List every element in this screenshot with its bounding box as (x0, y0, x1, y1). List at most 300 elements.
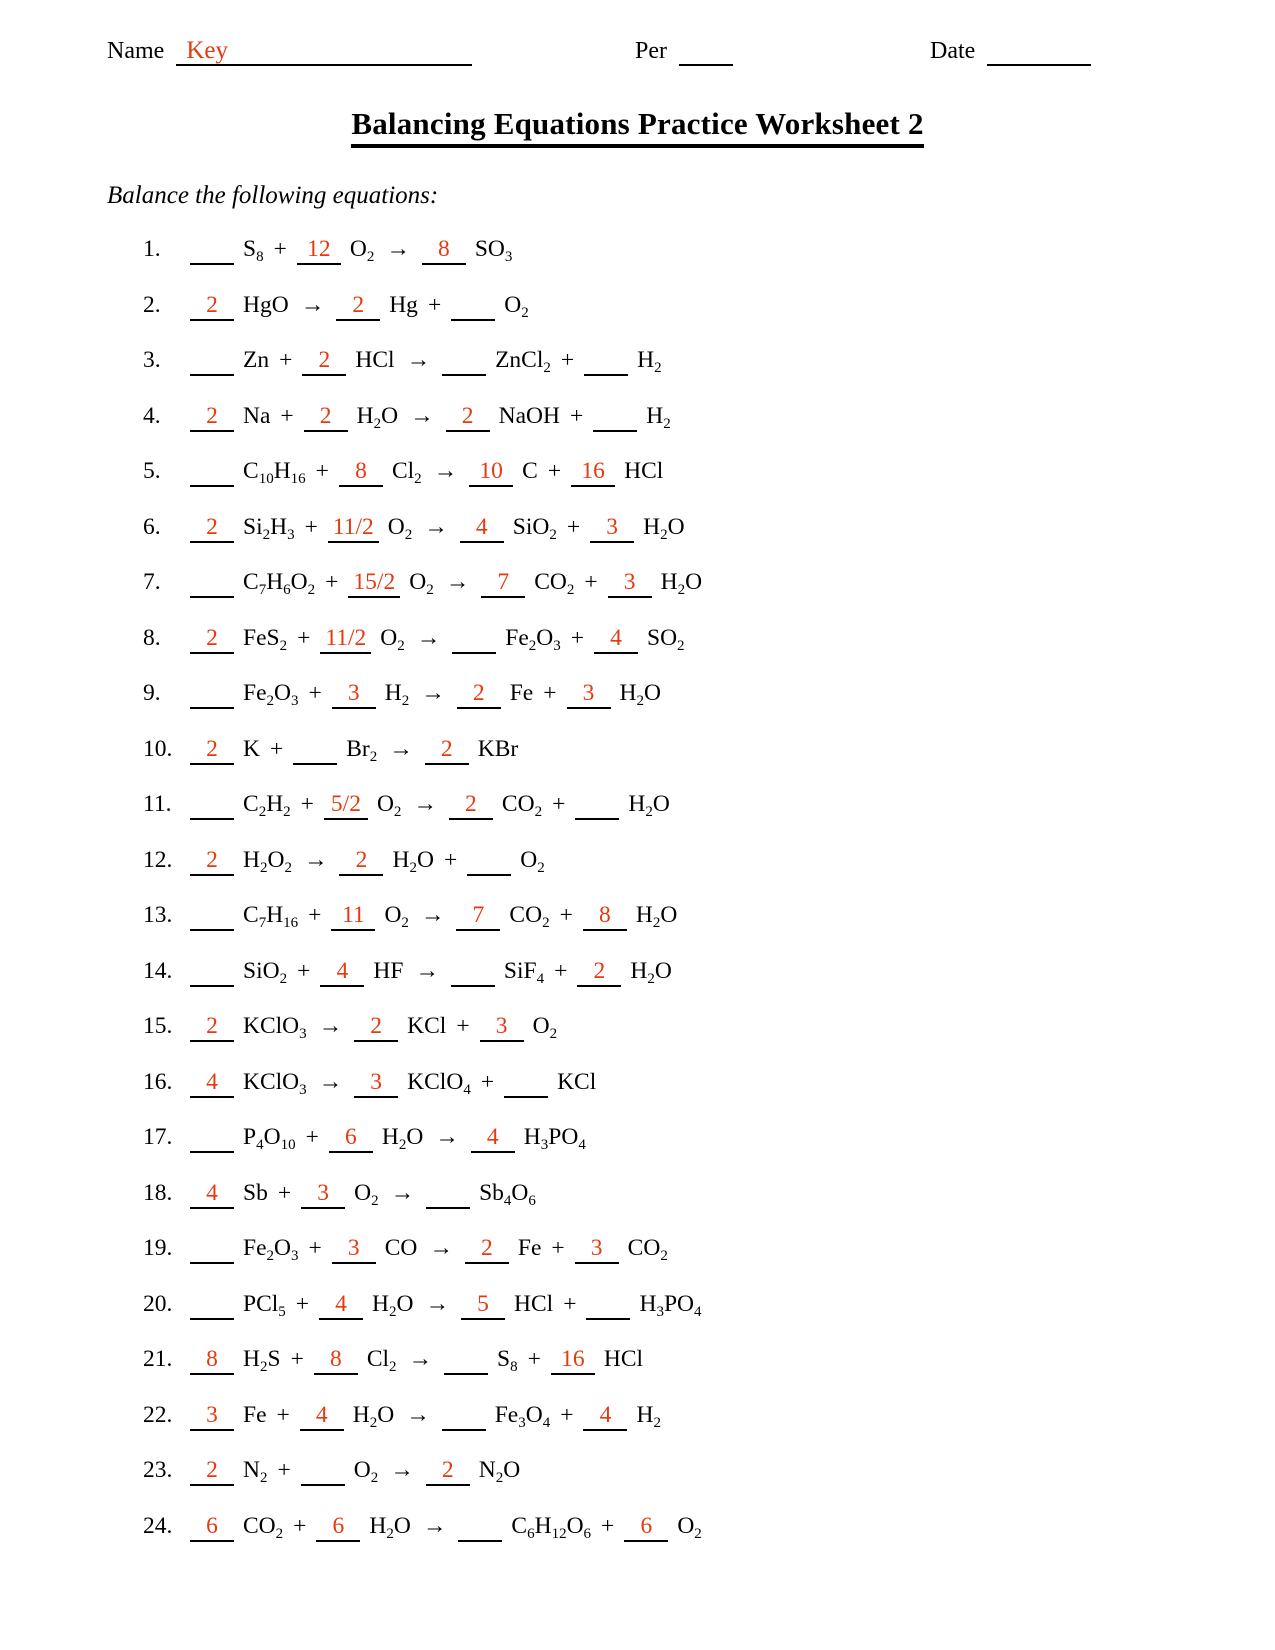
coefficient-blank: 2 (190, 736, 234, 765)
chemical-formula: Hg (389, 291, 418, 318)
chemical-formula: $N_2$ (243, 1457, 268, 1486)
coefficient-blank: 2 (190, 847, 234, 876)
coefficient-blank: 3 (590, 514, 634, 543)
reaction-arrow: → (389, 735, 413, 762)
coefficient-blank: 2 (302, 347, 346, 376)
chemical-formula: $H_2O$ (352, 1401, 395, 1431)
plus-operator: + (273, 236, 287, 262)
equation-row (143, 1069, 1168, 1103)
chemical-formula: $Fe_2O_3$ (505, 624, 561, 654)
equation-number: 20. (143, 1290, 173, 1317)
chemical-formula: $C_{10}H_{16}$ (243, 458, 306, 487)
coefficient-blank: 3 (190, 1402, 234, 1431)
equation-number: 5. (143, 458, 161, 484)
chemical-formula: $H_2O$ (372, 1290, 414, 1320)
chemical-formula: $O_2$ (387, 513, 413, 543)
reaction-arrow: → (424, 513, 448, 540)
equation-row (143, 1013, 1168, 1047)
chemical-formula: $H_2O_2$ (243, 846, 292, 876)
coefficient-blank (190, 1291, 234, 1320)
chemical-formula: $H_2O$ (392, 846, 434, 876)
equation-number: 1. (143, 236, 161, 262)
equation-row (143, 680, 1168, 714)
chemical-formula: $CO_2$ (501, 791, 543, 820)
coefficient-blank: 5/2 (324, 791, 368, 820)
coefficient-blank: 4 (320, 958, 364, 987)
coefficient-blank (452, 625, 496, 654)
chemical-formula: K (243, 735, 260, 762)
coefficient-blank: 6 (190, 1513, 234, 1542)
equation-number: 16. (143, 1068, 173, 1095)
reaction-arrow: → (406, 1401, 430, 1428)
equation-number: 18. (143, 1179, 173, 1206)
chemical-formula: $CO_2$ (243, 1512, 284, 1542)
coefficient-blank: 2 (190, 1457, 234, 1486)
instruction-text: Balance the following equations: (107, 182, 439, 209)
chemical-formula: Na (243, 402, 271, 429)
chemical-formula: HCl (624, 458, 664, 484)
coefficient-blank: 2 (449, 791, 493, 820)
plus-operator: + (560, 1401, 574, 1428)
coefficient-blank (190, 902, 234, 931)
coefficient-blank (190, 1235, 234, 1264)
coefficient-blank: 5 (461, 1291, 505, 1320)
per-blank-line (679, 38, 733, 66)
equation-row (143, 736, 1168, 770)
coefficient-blank: 2 (336, 292, 380, 321)
equation-number: 12. (143, 846, 173, 873)
plus-operator: + (308, 902, 322, 928)
chemical-formula: $Fe_2O_3$ (243, 1235, 299, 1264)
coefficient-blank (444, 1346, 488, 1375)
chemical-formula: $C_6H_{12}O_6$ (511, 1512, 592, 1542)
coefficient-blank: 2 (304, 403, 348, 432)
chemical-formula: $H_2O$ (356, 402, 399, 432)
coefficient-blank: 15/2 (348, 569, 400, 598)
coefficient-blank (293, 736, 337, 765)
coefficient-blank (190, 791, 234, 820)
chemical-formula: KBr (477, 735, 519, 762)
chemical-formula: Sb (243, 1179, 268, 1206)
chemical-formula: $Sb_4O_6$ (479, 1179, 536, 1209)
coefficient-blank: 4 (190, 1180, 234, 1209)
coefficient-blank: 8 (422, 236, 466, 265)
equation-number: 7. (143, 569, 161, 595)
coefficient-blank: 3 (480, 1013, 524, 1042)
equation-row (143, 1457, 1168, 1491)
chemical-formula: Fe (243, 1401, 267, 1428)
equation-number: 22. (143, 1401, 173, 1428)
plus-operator: + (543, 680, 557, 706)
chemical-formula: $H_2$ (637, 347, 662, 376)
coefficient-blank: 2 (339, 847, 383, 876)
equation-row (143, 1513, 1168, 1547)
plus-operator: + (304, 513, 318, 540)
coefficient-blank (190, 347, 234, 376)
equation-number: 6. (143, 513, 161, 540)
equation-row (143, 791, 1168, 825)
coefficient-blank: 2 (190, 514, 234, 543)
chemical-formula: $C_2H_2$ (243, 791, 291, 820)
chemical-formula: Fe (517, 1235, 542, 1261)
coefficient-blank: 2 (457, 680, 501, 709)
equation-row (143, 1346, 1168, 1380)
chemical-formula: $CO_2$ (627, 1235, 668, 1264)
chemical-formula: $S_8$ (243, 236, 264, 265)
equation-number: 2. (143, 291, 161, 318)
name-field (107, 38, 472, 66)
reaction-arrow: → (420, 902, 445, 928)
chemical-formula: KClO$_4$ (407, 1068, 471, 1098)
equation-row (143, 1124, 1168, 1158)
coefficient-blank (190, 958, 234, 987)
plus-operator: + (290, 1346, 304, 1372)
plus-operator: + (569, 402, 584, 429)
equation-row (143, 625, 1168, 659)
chemical-formula: KCl (557, 1068, 597, 1095)
chemical-formula: $Cl_2$ (391, 458, 422, 487)
plus-operator: + (601, 1512, 615, 1539)
coefficient-blank: 4 (319, 1291, 363, 1320)
chemical-formula: $H_2O$ (619, 680, 661, 709)
plus-operator: + (566, 513, 581, 540)
equation-number: 17. (143, 1124, 173, 1150)
plus-operator: + (443, 846, 458, 873)
chemical-formula: $Fe_3O_4$ (494, 1401, 551, 1431)
chemical-formula: KClO$_3$ (243, 1068, 307, 1098)
chemical-formula: $H_2O$ (630, 957, 672, 987)
equation-list (107, 236, 1168, 1547)
coefficient-blank (593, 403, 637, 432)
chemical-formula: HCl (603, 1346, 644, 1372)
plus-operator: + (427, 291, 442, 318)
coefficient-blank: 4 (594, 625, 638, 654)
equation-number: 21. (143, 1346, 173, 1372)
coefficient-blank: 4 (190, 1069, 234, 1098)
coefficient-blank (190, 458, 234, 487)
reaction-arrow: → (318, 1068, 343, 1095)
equation-row (143, 347, 1168, 381)
coefficient-blank (442, 1402, 486, 1431)
coefficient-blank (442, 347, 486, 376)
equation-row (143, 902, 1168, 936)
equation-row (143, 1235, 1168, 1269)
chemical-formula: $H_2S$ (243, 1346, 281, 1375)
coefficient-blank: 2 (426, 1457, 470, 1486)
chemical-formula: $Fe_2O_3$ (243, 680, 299, 709)
coefficient-blank: 2 (446, 403, 490, 432)
per-field (635, 38, 733, 66)
coefficient-blank: 3 (301, 1180, 345, 1209)
reaction-arrow: → (390, 1179, 415, 1206)
plus-operator: + (563, 1290, 577, 1317)
worksheet-title: Balancing Equations Practice Worksheet 2 (351, 106, 923, 148)
chemical-formula: $CO_2$ (534, 569, 575, 598)
coefficient-blank: 2 (190, 403, 234, 432)
equation-number: 15. (143, 1013, 173, 1039)
coefficient-blank (467, 847, 511, 876)
per-label: Per (635, 38, 667, 64)
plus-operator: + (308, 1235, 322, 1261)
chemical-formula: $H_2$ (636, 1401, 661, 1431)
equation-row (143, 514, 1168, 548)
chemical-formula: $C_7H_{16}$ (243, 902, 299, 931)
coefficient-blank: 3 (354, 1069, 398, 1098)
equation-row (143, 847, 1168, 881)
plus-operator: + (559, 902, 573, 928)
reaction-arrow: → (416, 624, 441, 651)
chemical-formula: $C_7H_6O_2$ (243, 569, 316, 598)
plus-operator: + (277, 1179, 292, 1206)
coefficient-blank (504, 1069, 548, 1098)
plus-operator: + (315, 458, 329, 484)
equation-number: 9. (143, 680, 161, 706)
coefficient-blank (451, 958, 495, 987)
reaction-arrow: → (413, 791, 437, 817)
chemical-formula: $H_2O$ (369, 1512, 411, 1542)
header-row (107, 38, 1168, 80)
plus-operator: + (560, 347, 575, 373)
reaction-arrow: → (390, 1457, 414, 1483)
coefficient-blank (586, 1291, 630, 1320)
reaction-arrow: → (429, 1235, 453, 1261)
reaction-arrow: → (408, 1346, 433, 1372)
coefficient-blank: 11/2 (328, 514, 379, 543)
coefficient-blank: 8 (583, 902, 627, 931)
chemical-formula: $H_2$ (384, 680, 410, 709)
plus-operator: + (295, 1290, 310, 1317)
plus-operator: + (305, 1124, 319, 1150)
coefficient-blank: 3 (608, 569, 652, 598)
chemical-formula: SiO$_2$ (243, 957, 288, 987)
chemical-formula: SiO$_2$ (512, 513, 557, 543)
chemical-formula: $SO_2$ (647, 624, 685, 654)
equation-number: 10. (143, 735, 173, 762)
chemical-formula: $O_2$ (504, 291, 529, 321)
plus-operator: + (551, 1235, 565, 1261)
coefficient-blank: 3 (332, 680, 376, 709)
chemical-formula: $Br_2$ (346, 735, 378, 765)
coefficient-blank (575, 791, 619, 820)
coefficient-blank (426, 1180, 470, 1209)
chemical-formula: $Cl_2$ (366, 1346, 397, 1375)
chemical-formula: $H_2O$ (635, 902, 678, 931)
equation-number: 13. (143, 902, 173, 928)
plus-operator: + (300, 791, 314, 817)
plus-operator: + (554, 957, 568, 984)
date-blank-line (987, 38, 1091, 66)
chemical-formula: $S_8$ (497, 1346, 518, 1375)
chemical-formula: NaOH (498, 402, 560, 429)
coefficient-blank: 8 (190, 1346, 234, 1375)
plus-operator: + (269, 735, 284, 762)
chemical-formula: $CO_2$ (509, 902, 550, 931)
coefficient-blank (301, 1457, 345, 1486)
reaction-arrow: → (422, 1512, 447, 1539)
coefficient-blank: 2 (354, 1013, 398, 1042)
chemical-formula: $H_2O$ (643, 513, 685, 543)
reaction-arrow: → (406, 347, 431, 373)
name-answer: Key (186, 37, 228, 64)
coefficient-blank (190, 236, 234, 265)
chemical-formula: HCl (355, 347, 395, 373)
coefficient-blank: 7 (481, 569, 525, 598)
coefficient-blank: 2 (425, 736, 469, 765)
chemical-formula: $O_2$ (353, 1457, 379, 1486)
equation-row (143, 1402, 1168, 1436)
coefficient-blank: 3 (575, 1235, 619, 1264)
plus-operator: + (456, 1013, 470, 1039)
equation-row (143, 1180, 1168, 1214)
coefficient-blank (451, 292, 495, 321)
chemical-formula: $H_2O$ (628, 791, 670, 820)
coefficient-blank: 11/2 (320, 625, 371, 654)
chemical-formula: $O_2$ (532, 1013, 558, 1042)
chemical-formula: FeS$_2$ (243, 624, 288, 654)
chemical-formula: $Si_2H_3$ (243, 513, 295, 543)
coefficient-blank (458, 1513, 502, 1542)
plus-operator: + (293, 1512, 307, 1539)
plus-operator: + (584, 569, 598, 595)
equation-number: 3. (143, 347, 161, 373)
plus-operator: + (480, 1068, 495, 1095)
chemical-formula: $H_2$ (646, 402, 671, 432)
reaction-arrow: → (318, 1013, 343, 1039)
coefficient-blank: 12 (297, 236, 341, 265)
equation-number: 19. (143, 1235, 173, 1261)
equation-number: 11. (143, 791, 172, 817)
chemical-formula: Zn (243, 347, 270, 373)
reaction-arrow: → (435, 1124, 459, 1150)
coefficient-blank: 16 (571, 458, 615, 487)
chemical-formula: $SO_3$ (474, 236, 513, 265)
plus-operator: + (552, 791, 566, 817)
plus-operator: + (527, 1346, 541, 1372)
equation-number: 8. (143, 624, 161, 651)
chemical-formula: $O_2$ (409, 569, 434, 598)
plus-operator: + (279, 347, 293, 373)
equation-number: 4. (143, 402, 161, 429)
chemical-formula: Fe (509, 680, 534, 706)
chemical-formula: HgO (243, 291, 289, 318)
coefficient-blank: 2 (465, 1235, 509, 1264)
plus-operator: + (325, 569, 339, 595)
chemical-formula: $P_4O_{10}$ (243, 1124, 296, 1153)
coefficient-blank: 16 (551, 1346, 595, 1375)
chemical-formula: $H_3PO_4$ (639, 1290, 702, 1320)
coefficient-blank (190, 1124, 234, 1153)
plus-operator: + (547, 458, 562, 484)
chemical-formula: $O_2$ (376, 791, 402, 820)
plus-operator: + (276, 1401, 290, 1428)
chemical-formula: $H_3PO_4$ (523, 1124, 586, 1153)
coefficient-blank (190, 680, 234, 709)
date-label: Date (930, 38, 976, 64)
chemical-formula: $O_2$ (380, 624, 405, 654)
coefficient-blank: 4 (460, 514, 504, 543)
chemical-formula: SiF$_4$ (503, 957, 545, 987)
coefficient-blank: 2 (190, 292, 234, 321)
reaction-arrow: → (303, 846, 328, 873)
coefficient-blank: 4 (583, 1402, 627, 1431)
chemical-formula: HCl (514, 1290, 554, 1317)
chemical-formula: HF (373, 957, 404, 984)
chemical-formula: CO (384, 1235, 418, 1261)
chemical-formula: $N_2O$ (478, 1457, 521, 1486)
plus-operator: + (570, 624, 584, 651)
equation-row (143, 958, 1168, 992)
coefficient-blank: 2 (190, 625, 234, 654)
equation-number: 23. (143, 1457, 173, 1483)
reaction-arrow: → (415, 957, 439, 984)
coefficient-blank: 4 (300, 1402, 344, 1431)
date-field (930, 38, 1091, 66)
equation-number: 24. (143, 1512, 173, 1539)
reaction-arrow: → (300, 291, 325, 318)
coefficient-blank: 6 (329, 1124, 373, 1153)
plus-operator: + (280, 402, 294, 429)
plus-operator: + (277, 1457, 291, 1483)
equation-row (143, 236, 1168, 270)
chemical-formula: PCl$_5$ (243, 1290, 286, 1320)
coefficient-blank: 3 (332, 1235, 376, 1264)
chemical-formula: $H_2O$ (381, 1124, 424, 1153)
chemical-formula: $O_2$ (677, 1512, 702, 1542)
coefficient-blank: 8 (314, 1346, 358, 1375)
plus-operator: + (297, 957, 311, 984)
coefficient-blank: 7 (456, 902, 500, 931)
reaction-arrow: → (445, 569, 470, 595)
chemical-formula: $H_2O$ (660, 569, 703, 598)
plus-operator: + (308, 680, 322, 706)
coefficient-blank: 3 (567, 680, 611, 709)
coefficient-blank: 2 (190, 1013, 234, 1042)
coefficient-blank (190, 569, 234, 598)
name-label: Name (107, 38, 165, 64)
equation-row (143, 292, 1168, 326)
reaction-arrow: → (410, 402, 434, 429)
plus-operator: + (297, 624, 311, 651)
equation-row (143, 1291, 1168, 1325)
chemical-formula: $O_2$ (520, 846, 545, 876)
coefficient-blank: 8 (339, 458, 383, 487)
chemical-formula: $O_2$ (349, 236, 375, 265)
chemical-formula: $O_2$ (354, 1179, 379, 1209)
chemical-formula: KClO$_3$ (243, 1013, 307, 1042)
equation-row (143, 569, 1168, 603)
equation-number: 14. (143, 957, 173, 984)
coefficient-blank (584, 347, 628, 376)
title-wrap (107, 106, 1168, 158)
reaction-arrow: → (386, 236, 410, 262)
name-blank-line (176, 38, 472, 66)
chemical-formula: C (522, 458, 538, 484)
coefficient-blank: 6 (624, 1513, 668, 1542)
coefficient-blank: 10 (469, 458, 513, 487)
reaction-arrow: → (433, 458, 458, 484)
coefficient-blank: 6 (316, 1513, 360, 1542)
coefficient-blank: 11 (331, 902, 375, 931)
coefficient-blank: 2 (577, 958, 621, 987)
reaction-arrow: → (421, 680, 445, 706)
equation-row (143, 458, 1168, 492)
chemical-formula: $O_2$ (384, 902, 409, 931)
chemical-formula: ZnCl$_2$ (495, 347, 551, 376)
reaction-arrow: → (425, 1290, 450, 1317)
coefficient-blank: 4 (471, 1124, 515, 1153)
chemical-formula: KCl (407, 1013, 447, 1039)
equation-row (143, 403, 1168, 437)
